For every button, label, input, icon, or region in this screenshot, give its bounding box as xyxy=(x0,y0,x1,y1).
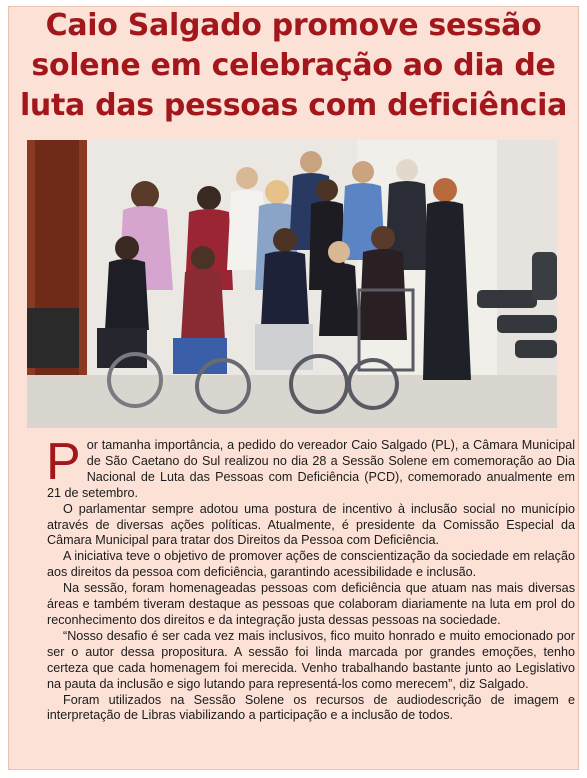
group-photo-illustration xyxy=(27,140,557,428)
paragraph-text: or tamanha importância, a pedido do vereador Caio Salgado (PL), a Câmara Municipal de São Caetano do Sul realizou no dia 28 a Sessão Solene em comemoração ao Dia Nacional de Luta das Pessoas com Deficiência (PCD), comemorado anualmente em 21 de setembro. xyxy=(47,438,575,500)
article-paragraph: O parlamentar sempre adotou uma postura de incentivo à inclusão social no município através de diversas ações políticas. Atualmente, é presidente da Comissão Especial da Câmara Municipal para tratar dos Direitos da Pessoa com Deficiência. xyxy=(47,501,575,548)
article-paragraph: Foram utilizados na Sessão Solene os recursos de audiodescrição de imagem e interpretação de Libras viabilizando a participação e a inclusão de todos. xyxy=(47,692,575,723)
article-paragraph xyxy=(46,433,575,502)
group-photo xyxy=(27,140,557,428)
dropcap: P xyxy=(46,433,81,491)
article-paragraph: A iniciativa teve o objetivo de promover ações de conscientização da sociedade em relação aos direitos da pessoa com deficiência, garantindo acessibilidade e inclusão. xyxy=(47,549,575,580)
article-paragraph: “Nosso desafio é ser cada vez mais inclusivos, fico muito honrado e muito emocionado por ser o autor dessa propositura. A sessão foi linda marcada por grandes emoções, tenho certeza que cada homenagem foi merecida. Venho trabalhando bastante junto ao Legislativo na pauta da inclusão e sigo lutando para representá-los como merecem”, diz Salgado. xyxy=(47,628,575,691)
headline: Caio Salgado promove sessão solene em celebração ao dia de luta das pessoas com deficiência xyxy=(19,8,568,123)
article-paragraph: Na sessão, foram homenageadas pessoas com deficiência que atuam nas mais diversas áreas e também tiveram destaque as pessoas que colaboram diariamente na luta em prol do reconhecimento dos direitos e da integração justa dessas pessoas na sociedade. xyxy=(47,581,575,627)
article-body xyxy=(46,433,575,724)
